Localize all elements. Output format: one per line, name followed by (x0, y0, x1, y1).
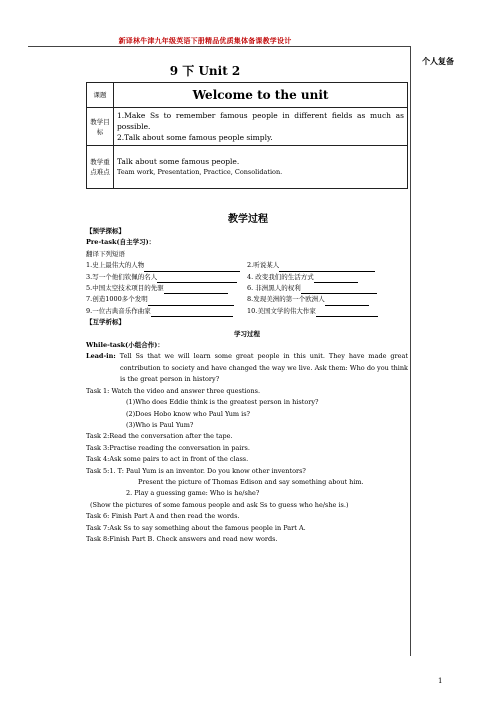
question-3: (3)Who is Paul Yum? (126, 420, 194, 429)
page-number: 1 (438, 677, 443, 685)
key-row (87, 146, 408, 189)
phrase-row (86, 260, 408, 271)
phrase-2: 2.听说某人 (247, 261, 280, 270)
key-line-2: Team work, Presentation, Practice, Consolidation. (117, 168, 283, 176)
goal-line-2: 2.Talk about some famous people simply. (117, 133, 273, 142)
phrase-row (86, 272, 408, 283)
side-column-label: 个人复备 (422, 56, 454, 66)
task-5-sub-2: 2. Play a guessing game: Who is he/she? (126, 489, 260, 498)
process-subtitle: 学习过程 (234, 329, 260, 338)
topic-label: 课题 (87, 83, 114, 108)
task-5: Task 5:1. T: Paul Yum is an inventor. Do you know other inventors? (86, 466, 306, 475)
phrase-row (86, 283, 408, 294)
phrase-5: 5.中国太空技术项目的先驱 (86, 284, 164, 293)
answer-blank (314, 275, 358, 283)
header-rule (28, 46, 410, 47)
answer-blank (325, 298, 369, 306)
task-2: Task 2:Read the conversation after the tape. (86, 432, 233, 441)
phrase-10: 10.美国文学的伟大作家 (247, 306, 316, 315)
answer-blank (157, 275, 237, 283)
task-6: Task 6: Finish Part A and then read the words. (86, 512, 240, 521)
phrase-8: 8.发现美洲的第一个欧洲人 (247, 295, 325, 304)
while-task-heading: While-task(小组合作)： (86, 341, 164, 350)
side-column-divider (410, 46, 411, 656)
goal-label: 教学目标 (87, 108, 114, 146)
answer-blank (316, 309, 378, 317)
lead-in-text: Tell Ss that we will learn some great people in this unit. They have made great contribution to society and have changed the way we live. Ask them: Who do you think is the great person in history? (119, 352, 409, 384)
answer-blank (164, 286, 228, 294)
task-3: Task 3:Practise reading the conversation in pairs. (86, 443, 250, 452)
answer-blank (148, 298, 234, 306)
answer-blank (301, 286, 377, 294)
key-line-1: Talk about some famous people. (117, 157, 240, 166)
answer-blank (151, 309, 233, 317)
phrase-row (86, 294, 408, 305)
translate-instruction: 翻译下列短语 (86, 249, 125, 258)
lead-in-label: Lead-in: (86, 352, 116, 361)
phrase-row (86, 306, 408, 317)
task-1: Task 1: Watch the video and answer three questions. (86, 386, 261, 395)
answer-blank (144, 264, 240, 272)
analysis-heading: 【互学析标】 (86, 318, 125, 327)
phrase-9: 9.一位古典音乐作曲家 (86, 306, 151, 315)
phrase-6: 6. 非洲黑人的权利 (247, 284, 301, 293)
topic-value: Welcome to the unit (114, 83, 408, 108)
key-label: 教学重点难点 (87, 146, 114, 189)
process-title: 教学过程 (228, 214, 268, 225)
question-2: (2)Does Hobo know who Paul Yum is? (126, 409, 251, 418)
phrase-3: 3.写一个他们钦佩的名人 (86, 272, 158, 281)
goal-row (87, 108, 408, 146)
task-4: Task 4:Ask some pairs to act in front of the class. (86, 455, 249, 464)
phrase-7: 7.创造1000多个发明 (86, 295, 148, 304)
phrase-4: 4. 改变我们的生活方式 (247, 272, 314, 281)
goal-cell (114, 108, 408, 146)
task-5-note: (Show the pictures of some famous people and ask Ss to guess who he/she is.) (90, 500, 349, 509)
unit-title: 9 下 Unit 2 (169, 64, 241, 78)
answer-blank (279, 264, 375, 272)
lesson-content (86, 226, 408, 545)
pretask-heading: Pre-task(自主学习)： (86, 238, 156, 247)
preview-heading: 【预学探标】 (86, 227, 125, 235)
phrase-1: 1.史上最伟大的人物 (86, 261, 145, 270)
question-1: (1)Who does Eddie think is the greatest person in history? (126, 398, 319, 407)
task-8: Task 8:Finish Part B. Check answers and read new words. (86, 534, 278, 543)
goal-line-1: 1.Make Ss to remember famous people in different fields as much as possible. (117, 111, 404, 131)
task-7: Task 7:Ask Ss to say something about the famous people in Part A. (86, 523, 306, 532)
lead-in (86, 351, 408, 385)
lesson-info-table (86, 82, 408, 189)
key-cell (114, 146, 408, 189)
topic-row (87, 83, 408, 108)
document-header-banner: 新译林牛津九年级英语下册精品优质集体备课教学设计 (118, 36, 292, 45)
task-5-sub-1: Present the picture of Thomas Edison and say something about him. (138, 477, 364, 486)
